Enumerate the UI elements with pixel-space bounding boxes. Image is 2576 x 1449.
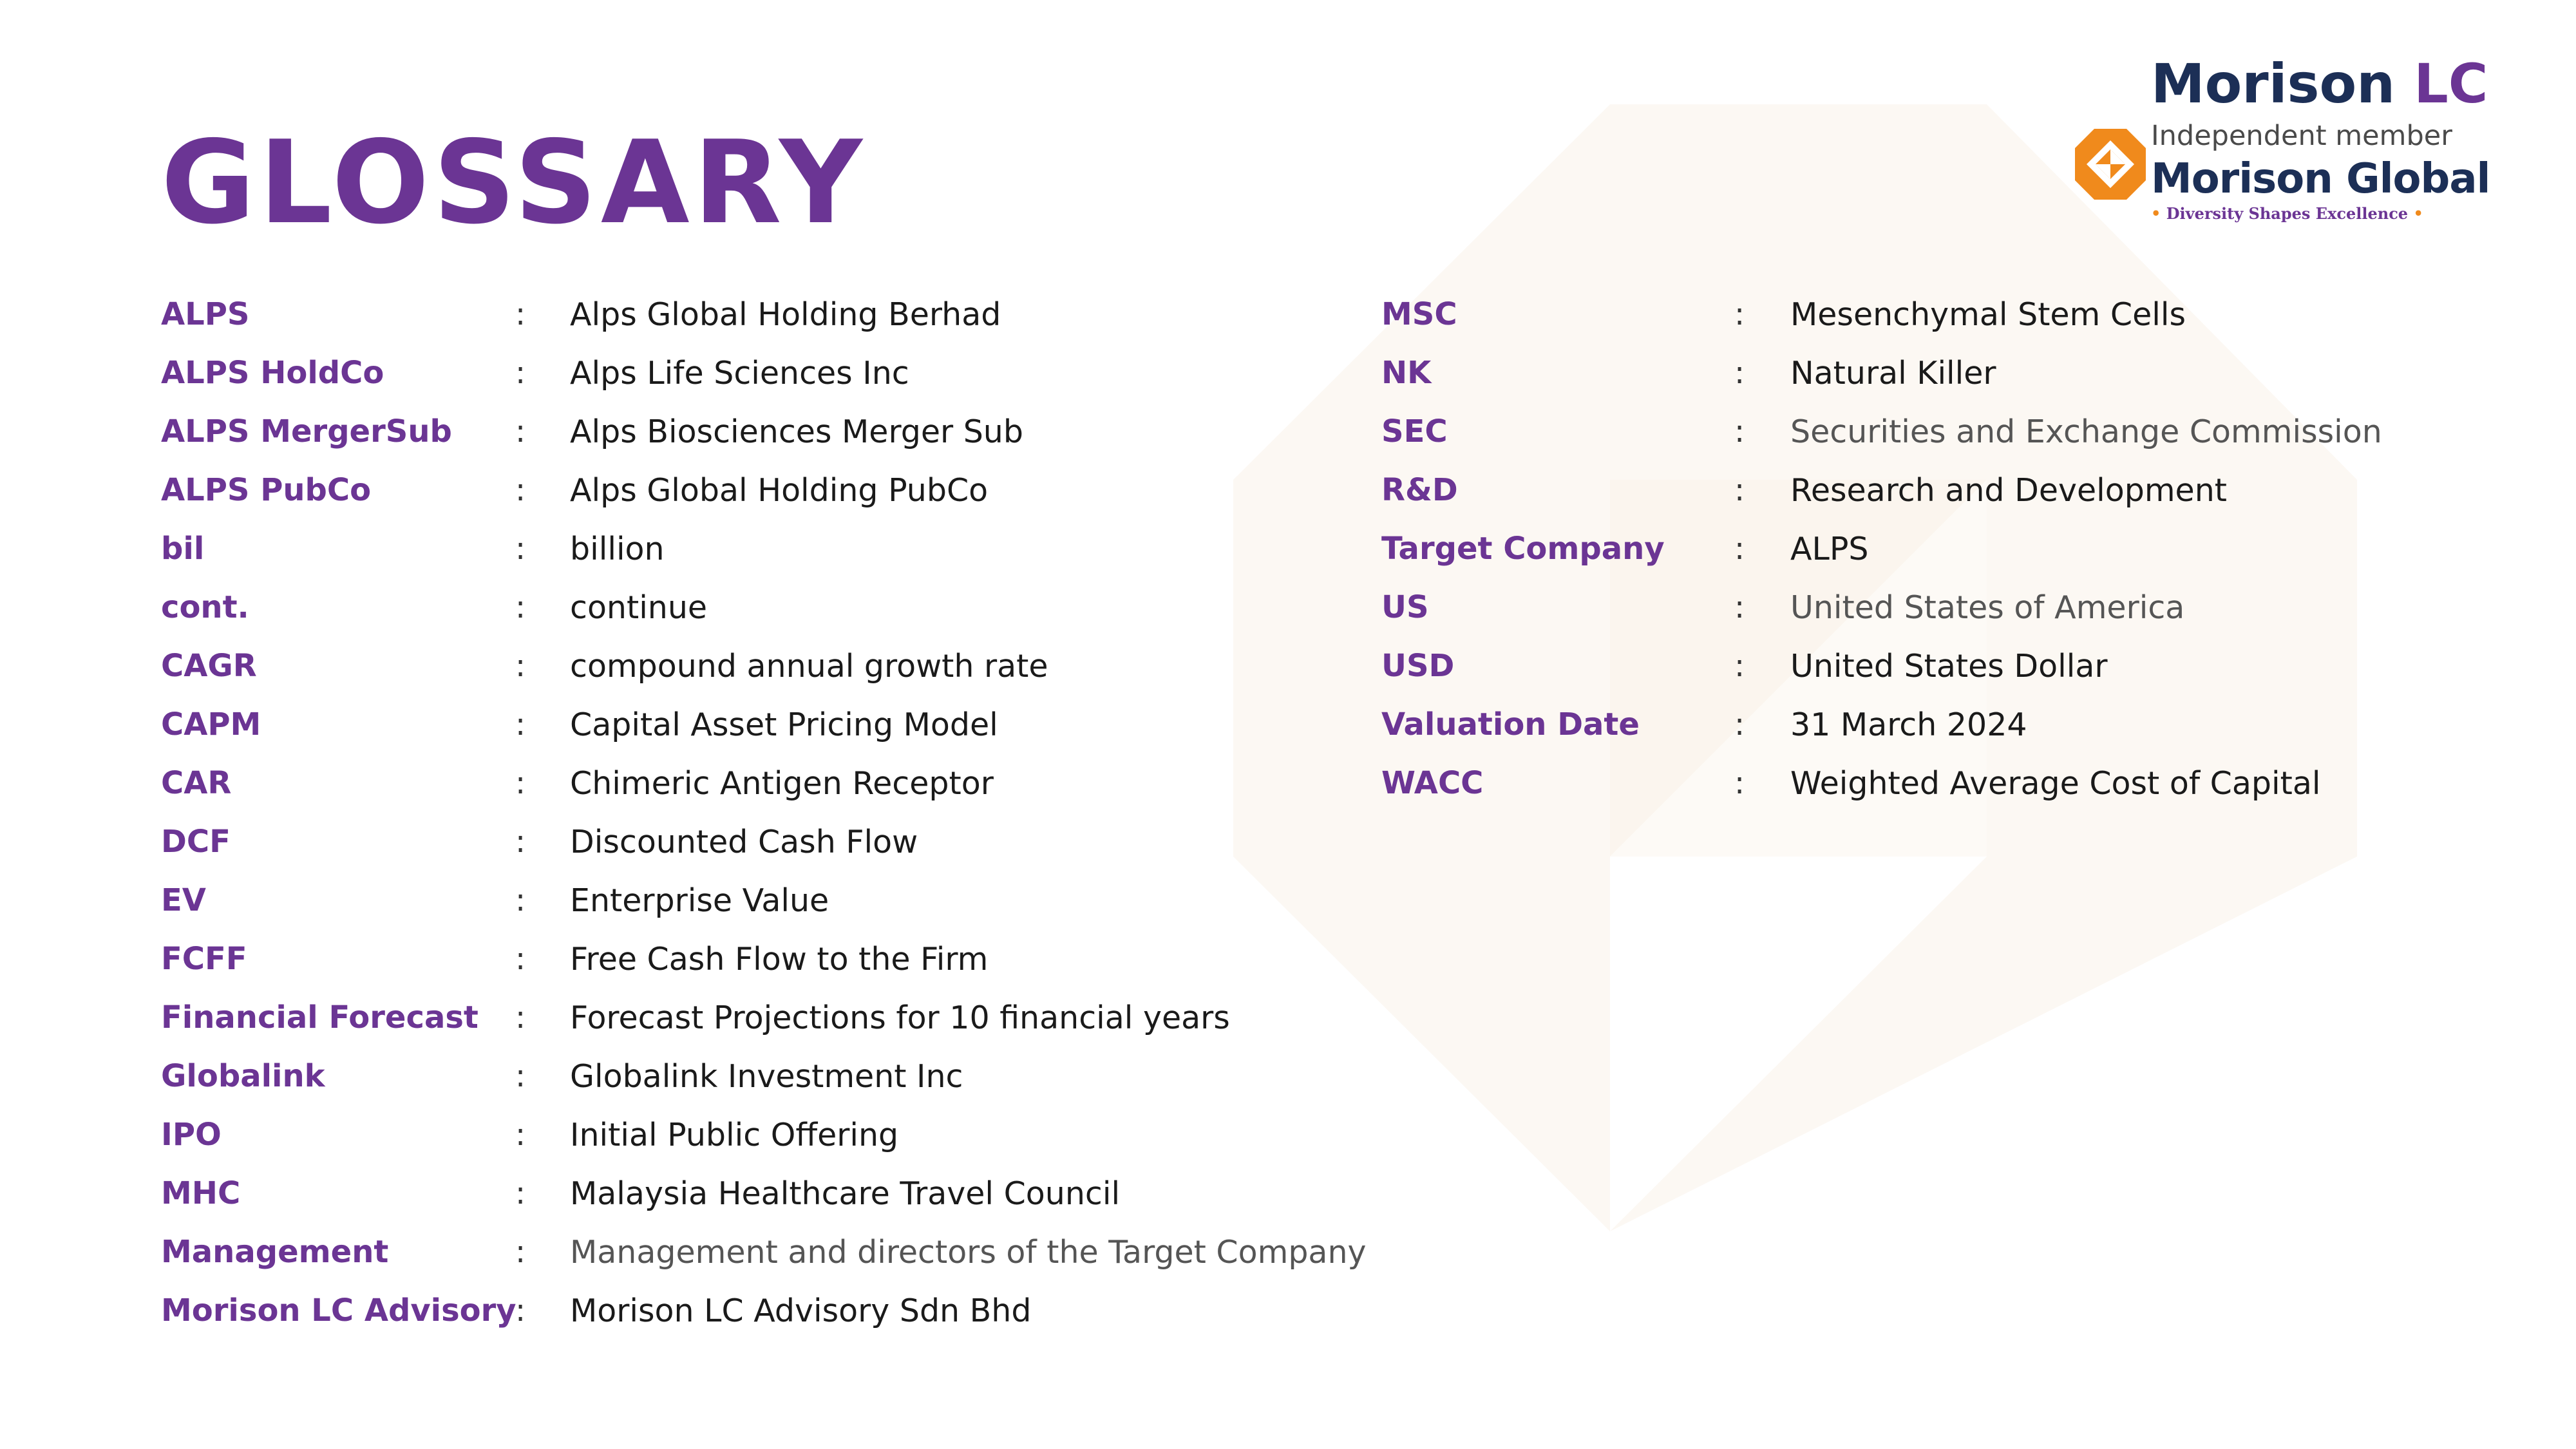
glossary-term: ALPS PubCo: [161, 472, 372, 508]
glossary-term: CAPM: [161, 706, 261, 743]
glossary-separator: :: [515, 589, 526, 625]
glossary-term: SEC: [1381, 413, 1448, 450]
morison-lc-logo: [2061, 52, 2490, 231]
glossary-separator: :: [515, 941, 526, 977]
glossary-term: R&D: [1381, 472, 1458, 508]
glossary-separator: :: [1734, 531, 1745, 567]
glossary-definition: Globalink Investment Inc: [570, 1058, 963, 1095]
glossary-separator: :: [515, 1293, 526, 1329]
glossary-separator: :: [1734, 765, 1745, 801]
glossary-term: ALPS HoldCo: [161, 355, 384, 391]
glossary-definition: Research and Development: [1790, 472, 2227, 509]
glossary-definition: Free Cash Flow to the Firm: [570, 941, 989, 978]
glossary-separator: :: [515, 1117, 526, 1153]
glossary-definition: 31 March 2024: [1790, 706, 2027, 743]
glossary-term: FCFF: [161, 941, 247, 977]
glossary-term: EV: [161, 882, 206, 918]
glossary-separator: :: [515, 1234, 526, 1270]
glossary-term: Financial Forecast: [161, 999, 478, 1036]
glossary-term: CAGR: [161, 648, 257, 684]
glossary-term: IPO: [161, 1117, 222, 1153]
glossary-separator: :: [515, 706, 526, 743]
glossary-separator: :: [515, 413, 526, 450]
glossary-definition: United States Dollar: [1790, 648, 2108, 685]
glossary-definition: Alps Biosciences Merger Sub: [570, 413, 1023, 450]
logo-brand-accent: LC: [2414, 52, 2488, 115]
glossary-term: WACC: [1381, 765, 1484, 801]
glossary-separator: :: [1734, 706, 1745, 743]
glossary-term: DCF: [161, 824, 231, 860]
glossary-separator: :: [515, 355, 526, 391]
glossary-definition: billion: [570, 531, 665, 567]
glossary-definition: Alps Global Holding Berhad: [570, 296, 1001, 333]
glossary-definition: Chimeric Antigen Receptor: [570, 765, 994, 802]
glossary-definition: Alps Life Sciences Inc: [570, 355, 909, 392]
glossary-definition: continue: [570, 589, 708, 626]
logo-brand-main: Morison: [2151, 52, 2396, 115]
glossary-term: Morison LC Advisory: [161, 1293, 516, 1329]
morison-global-mark-icon: [2075, 129, 2146, 200]
glossary-separator: :: [515, 1175, 526, 1211]
glossary-separator: :: [515, 1058, 526, 1094]
glossary-separator: :: [1734, 355, 1745, 391]
glossary-term: CAR: [161, 765, 232, 801]
glossary-term: Management: [161, 1234, 389, 1270]
glossary-term: Valuation Date: [1381, 706, 1640, 743]
glossary-term: bil: [161, 531, 205, 567]
glossary-definition: Enterprise Value: [570, 882, 829, 919]
glossary-separator: :: [1734, 589, 1745, 625]
page-title: GLOSSARY: [161, 116, 866, 249]
glossary-definition: Natural Killer: [1790, 355, 1996, 392]
glossary-term: NK: [1381, 355, 1432, 391]
glossary-term: USD: [1381, 648, 1455, 684]
glossary-separator: :: [515, 765, 526, 801]
glossary-definition: Securities and Exchange Commission: [1790, 413, 2382, 450]
glossary-term: MHC: [161, 1175, 241, 1211]
logo-tagline-text: Diversity Shapes Excellence: [2166, 204, 2409, 223]
glossary-separator: :: [515, 999, 526, 1036]
glossary-separator: :: [515, 824, 526, 860]
glossary-separator: :: [515, 296, 526, 332]
glossary-definition: Malaysia Healthcare Travel Council: [570, 1175, 1121, 1212]
glossary-term: Globalink: [161, 1058, 325, 1094]
glossary-definition: Forecast Projections for 10 financial years: [570, 999, 1230, 1036]
glossary-separator: :: [1734, 413, 1745, 450]
glossary-definition: Discounted Cash Flow: [570, 824, 918, 860]
logo-member-line: Independent member: [2151, 120, 2452, 152]
glossary-term: Target Company: [1381, 531, 1665, 567]
logo-tagline: • Diversity Shapes Excellence •: [2151, 204, 2423, 223]
logo-brand: [2151, 52, 2488, 115]
glossary-definition: Weighted Average Cost of Capital: [1790, 765, 2321, 802]
glossary-definition: Alps Global Holding PubCo: [570, 472, 989, 509]
glossary-definition: compound annual growth rate: [570, 648, 1048, 685]
glossary-definition: Management and directors of the Target Company: [570, 1234, 1367, 1271]
glossary-separator: :: [515, 648, 526, 684]
glossary-separator: :: [515, 882, 526, 918]
glossary-separator: :: [1734, 472, 1745, 508]
glossary-separator: :: [1734, 296, 1745, 332]
glossary-separator: :: [515, 531, 526, 567]
glossary-separator: :: [515, 472, 526, 508]
glossary-definition: United States of America: [1790, 589, 2185, 626]
glossary-definition: ALPS: [1790, 531, 1869, 567]
glossary-definition: Capital Asset Pricing Model: [570, 706, 998, 743]
glossary-definition: Mesenchymal Stem Cells: [1790, 296, 2186, 333]
glossary-term: ALPS MergerSub: [161, 413, 452, 450]
glossary-definition: Initial Public Offering: [570, 1117, 899, 1153]
glossary-separator: :: [1734, 648, 1745, 684]
glossary-term: ALPS: [161, 296, 250, 332]
logo-network-name: Morison Global: [2151, 155, 2490, 203]
glossary-definition: Morison LC Advisory Sdn Bhd: [570, 1293, 1032, 1329]
glossary-term: cont.: [161, 589, 249, 625]
glossary-term: MSC: [1381, 296, 1457, 332]
glossary-term: US: [1381, 589, 1429, 625]
